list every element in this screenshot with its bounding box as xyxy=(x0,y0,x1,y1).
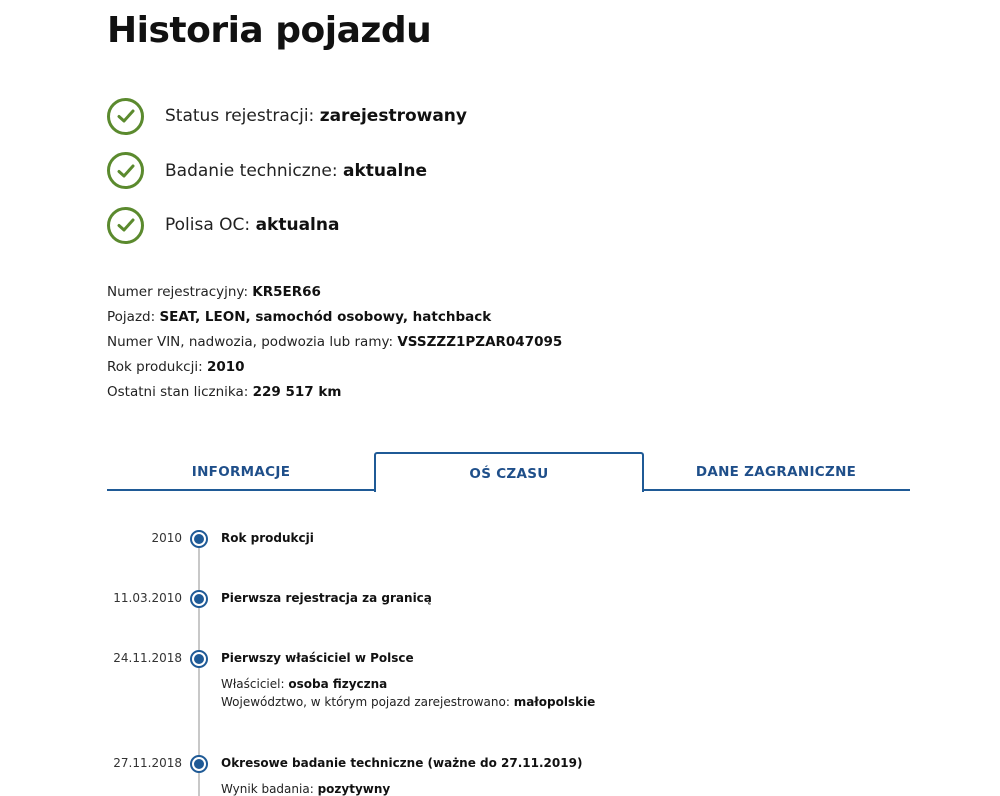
tab-information[interactable]: INFORMACJE xyxy=(191,464,291,480)
tab-foreign-data[interactable]: DANE ZAGRANICZNE xyxy=(695,464,857,480)
event-date: 27.11.2018 xyxy=(113,756,182,770)
event-detail xyxy=(221,693,595,711)
status-insurance xyxy=(107,206,467,244)
event-date: 24.11.2018 xyxy=(113,651,182,665)
tab-timeline[interactable]: OŚ CZASU xyxy=(374,452,644,492)
event-detail xyxy=(221,675,387,693)
event-title: Pierwszy właściciel w Polsce xyxy=(221,651,414,665)
status-text xyxy=(165,161,427,181)
detail-label: Wynik badania: xyxy=(221,782,314,796)
detail-label: Ostatni stan licznika: xyxy=(107,384,249,400)
tab-bar xyxy=(107,452,910,492)
detail-label: Numer VIN, nadwozia, podwozia lub ramy: xyxy=(107,334,394,350)
timeline xyxy=(0,520,1000,796)
detail-label: Województwo, w którym pojazd zarejestrowano: xyxy=(221,695,510,709)
status-value: zarejestrowany xyxy=(319,106,467,126)
event-detail xyxy=(221,780,390,796)
status-label: Polisa OC: xyxy=(165,215,251,235)
event-date: 11.03.2010 xyxy=(113,591,182,605)
status-label: Badanie techniczne: xyxy=(165,160,338,181)
check-circle-icon xyxy=(107,98,144,135)
detail-value: pozytywny xyxy=(317,782,391,796)
event-title: Pierwsza rejestracja za granicą xyxy=(221,591,432,605)
page-title: Historia pojazdu xyxy=(107,10,432,51)
status-label: Status rejestracji: xyxy=(165,106,315,126)
timeline-dot-icon xyxy=(190,755,208,773)
detail-value: SEAT, LEON, samochód osobowy, hatchback xyxy=(159,309,492,325)
timeline-dot-icon xyxy=(190,590,208,608)
detail-value: osoba fizyczna xyxy=(288,677,388,691)
event-title: Rok produkcji xyxy=(221,531,314,545)
detail-value: 2010 xyxy=(206,359,245,375)
detail-label: Numer rejestracyjny: xyxy=(107,284,248,300)
detail-value: 229 517 km xyxy=(252,384,342,400)
detail-vin xyxy=(107,332,562,357)
detail-odometer xyxy=(107,382,562,407)
detail-label: Pojazd: xyxy=(107,309,156,325)
status-value: aktualne xyxy=(343,160,427,181)
status-text xyxy=(165,215,339,235)
detail-label: Rok produkcji: xyxy=(107,359,203,375)
vehicle-details xyxy=(107,282,562,407)
status-inspection xyxy=(107,152,467,190)
event-date: 2010 xyxy=(151,531,182,545)
detail-registration-number xyxy=(107,282,562,307)
detail-vehicle xyxy=(107,307,562,332)
status-text xyxy=(165,106,467,126)
check-circle-icon xyxy=(107,152,144,189)
detail-value: VSSZZZ1PZAR047095 xyxy=(397,334,563,350)
timeline-dot-icon xyxy=(190,650,208,668)
detail-value: małopolskie xyxy=(513,695,596,709)
event-title: Okresowe badanie techniczne (ważne do 27.11.2019) xyxy=(221,756,583,770)
status-value: aktualna xyxy=(255,215,340,235)
check-circle-icon xyxy=(107,207,144,244)
detail-production-year xyxy=(107,357,562,382)
status-registration xyxy=(107,97,467,135)
detail-label: Właściciel: xyxy=(221,677,285,691)
detail-value: KR5ER66 xyxy=(252,284,321,300)
status-list xyxy=(107,97,467,261)
timeline-dot-icon xyxy=(190,530,208,548)
